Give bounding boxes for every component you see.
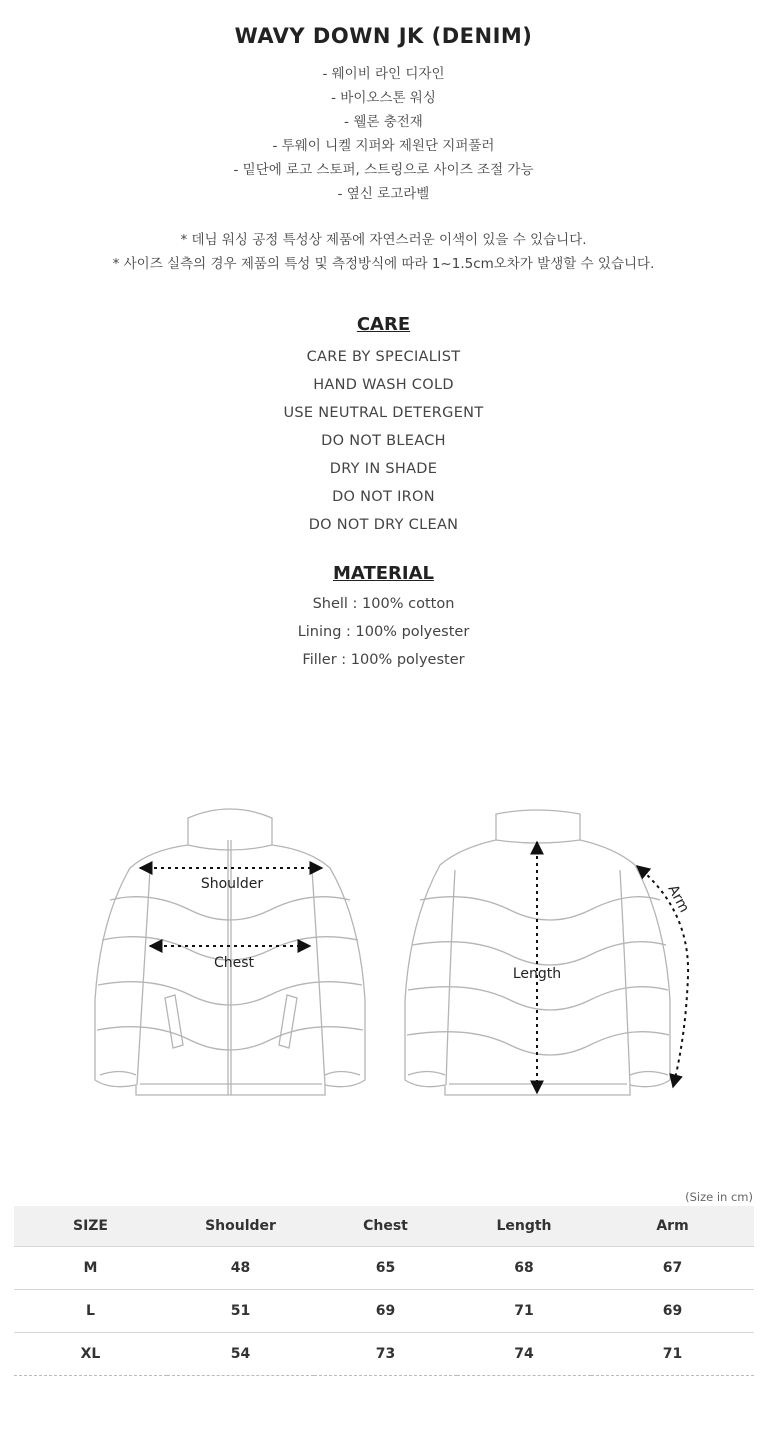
cell-length: 74 [457,1333,591,1376]
material-item: Lining : 100% polyester [297,624,470,640]
cell-shoulder: 54 [167,1333,314,1376]
notice-item: * 데님 워싱 공정 특성상 제품에 자연스러운 이색이 있을 수 있습니다. [180,232,587,248]
cell-arm: 71 [591,1333,754,1376]
feature-item: - 밑단에 로고 스토퍼, 스트링으로 사이즈 조절 가능 [233,162,534,178]
feature-item: - 웰론 충전재 [344,114,423,130]
feature-list [0,62,767,206]
front-jacket-illustration [95,809,365,1095]
product-title: WAVY DOWN JK (DENIM) [234,24,533,48]
care-item: DO NOT IRON [332,489,435,505]
care-item: DO NOT BLEACH [321,433,446,449]
care-item: USE NEUTRAL DETERGENT [283,405,484,421]
care-item: DRY IN SHADE [329,461,438,477]
cell-chest: 69 [314,1290,457,1333]
table-row [14,1290,754,1333]
notice-list [0,228,767,276]
cell-arm: 67 [591,1247,754,1290]
cell-shoulder: 48 [167,1247,314,1290]
feature-item: - 바이오스톤 워싱 [331,90,436,106]
header-length: Length [457,1206,591,1247]
care-item: HAND WASH COLD [313,377,454,393]
notice-item: * 사이즈 실측의 경우 제품의 특성 및 측정방식에 따라 1~1.5cm오차가 발생할 수 있습니다. [112,256,655,272]
material-title: MATERIAL [333,563,434,584]
length-label: Length [512,966,562,982]
table-row [14,1247,754,1290]
header-shoulder: Shoulder [167,1206,314,1247]
header-chest: Chest [314,1206,457,1247]
cell-chest: 73 [314,1333,457,1376]
cell-size: L [14,1290,167,1333]
cell-arm: 69 [591,1290,754,1333]
cell-chest: 65 [314,1247,457,1290]
material-list [0,590,767,674]
table-row [14,1333,754,1376]
cell-size: M [14,1247,167,1290]
care-title: CARE [356,314,411,335]
measurement-diagram [0,800,767,1110]
care-item: DO NOT DRY CLEAN [308,517,459,533]
cell-shoulder: 51 [167,1290,314,1333]
care-item: CARE BY SPECIALIST [306,349,461,365]
size-table [14,1206,754,1376]
size-unit-note: (Size in cm) [685,1190,753,1204]
cell-length: 68 [457,1247,591,1290]
feature-item: - 투웨이 니켈 지퍼와 제원단 지퍼풀러 [272,138,495,154]
chest-label: Chest [213,955,255,971]
cell-length: 71 [457,1290,591,1333]
arm-label: Arm [664,882,693,916]
care-list [0,343,767,539]
shoulder-label: Shoulder [200,876,264,892]
cell-size: XL [14,1333,167,1376]
header-size: SIZE [14,1206,167,1247]
feature-item: - 웨이비 라인 디자인 [322,66,445,82]
material-item: Shell : 100% cotton [312,596,455,612]
material-item: Filler : 100% polyester [302,652,465,668]
header-arm: Arm [591,1206,754,1247]
size-table-header-row [14,1206,754,1247]
feature-item: - 옆신 로고라벨 [337,186,430,202]
